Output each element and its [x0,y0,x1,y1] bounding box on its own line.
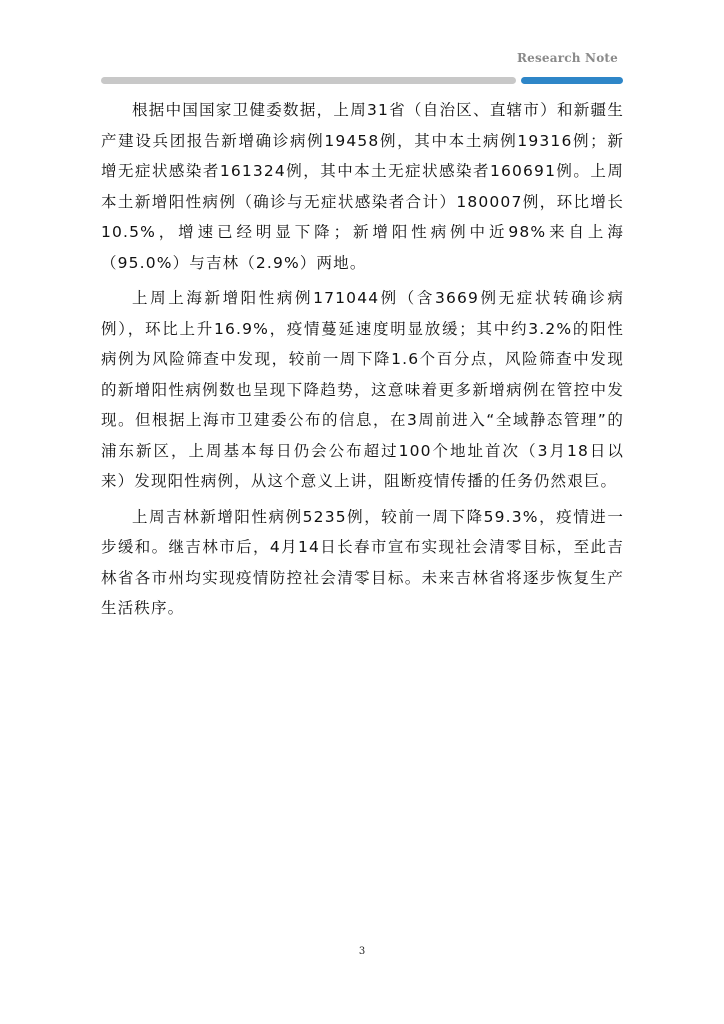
paragraph-national-cases: 根据中国国家卫健委数据，上周31省（自治区、直辖市）和新疆生产建设兵团报告新增确诊病例19458例，其中本土病例19316例；新增无症状感染者161324例，其中本土无症状感染者160691例。上周本土新增阳性病例（确诊与无症状感染者合计）180007例，环比增长10.5%，增速已经明显下降；新增阳性病例中近98%来自上海（95.0%）与吉林（2.9%）两地。 [101,101,624,272]
paragraph-shanghai: 上周上海新增阳性病例171044例（含3669例无症状转确诊病例），环比上升16.9%，疫情蔓延速度明显放缓；其中约3.2%的阳性病例为风险筛查中发现，较前一周下降1.6个百分点，风险筛查中发现的新增阳性病例数也呈现下降趋势，这意味着更多新增病例在管控中发现。但根据上海市卫建委公布的信息，在3周前进入“全域静态管理”的浦东新区，上周基本每日仍会公布超过100个地址首次（3月18日以来）发现阳性病例，从这个意义上讲，阻断疫情传播的任务仍然艰巨。 [101,289,624,490]
paragraph-jilin: 上周吉林新增阳性病例5235例，较前一周下降59.3%，疫情进一步缓和。继吉林市后，4月14日长春市宣布实现社会清零目标，至此吉林省各市州均实现疫情防控社会清零目标。未来吉林省将逐步恢复生产生活秩序。 [101,507,624,617]
page-number: 3 [358,946,366,957]
header-rule-gray [101,77,516,84]
document-body [101,95,624,629]
header-rule-blue [521,77,623,84]
header-label: Research Note [516,51,618,65]
